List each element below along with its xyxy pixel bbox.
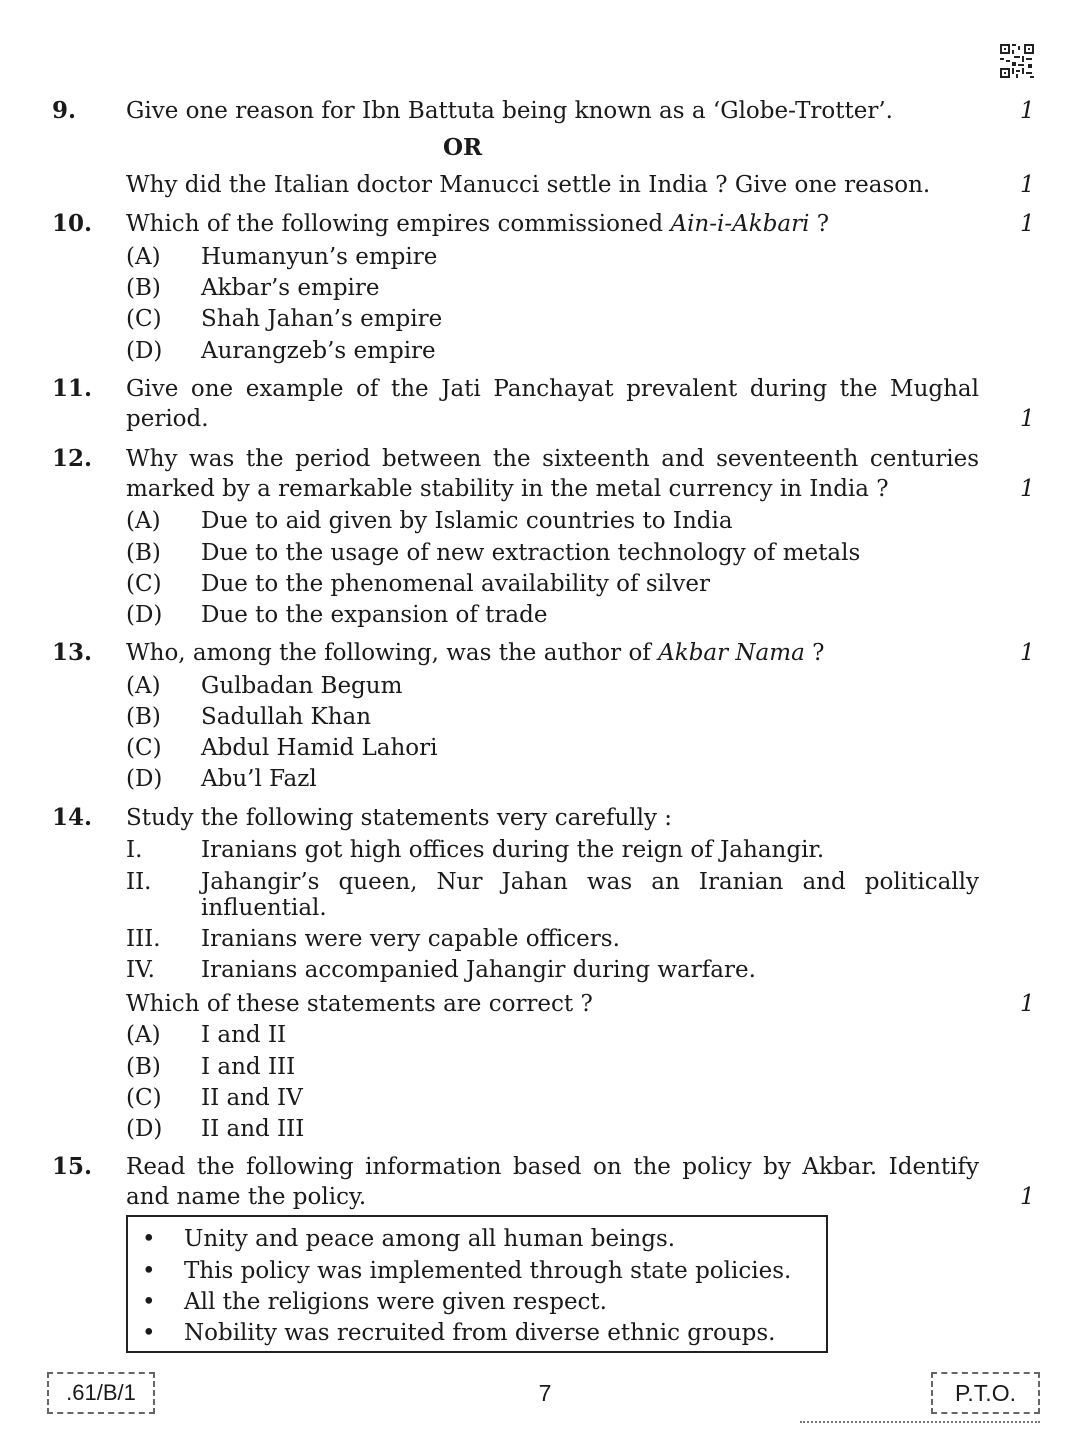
policy-info-box [126,1215,828,1353]
question-text-part: ? [809,211,830,237]
question-text: Why was the period between the sixteenth and seventeenth centuries marked by a remarkable stability in the metal currency in India ? [126,446,979,502]
option-text: Due to aid given by Islamic countries to India [201,508,733,534]
question-text: Study the following statements very carefully : [126,805,673,831]
marks: 1 [1020,476,1035,502]
option-label: (B) [126,540,161,566]
option-label: (D) [126,1116,163,1142]
question-number: 10. [52,210,93,237]
bullet-text: This policy was implemented through state policies. [184,1258,792,1284]
bullet-text: Unity and peace among all human beings. [184,1226,676,1252]
book-title: Ain-i-Akbari [670,211,810,237]
question-number: 12. [52,445,93,472]
option-label: (D) [126,338,163,364]
question-text-part: Who, among the following, was the author of [126,640,659,666]
option-text: Humanyun’s empire [201,244,438,270]
option-label: (B) [126,704,161,730]
option-text: Gulbadan Begum [201,673,403,699]
question-text: Why did the Italian doctor Manucci settle in India ? Give one reason. [126,172,931,198]
option-text: Shah Jahan’s empire [201,306,443,332]
list-item [142,1224,675,1254]
option-text: Sadullah Khan [201,704,372,730]
list-item [142,1256,791,1286]
bullet-text: Nobility was recruited from diverse ethnic groups. [184,1320,776,1346]
question-text: Give one example of the Jati Panchayat prevalent during the Mughal period. [126,376,979,432]
statement-text: Jahangir’s queen, Nur Jahan was an Iranian and politically influential. [201,869,979,921]
option-text: Aurangzeb’s empire [201,338,436,364]
option-label: (A) [126,673,161,699]
question-text-part: Which of the following empires commissioned [126,211,671,237]
option-label: (D) [126,602,163,628]
question-number: 9. [52,97,77,124]
option-label: (B) [126,1054,161,1080]
statement-label: I. [126,837,143,863]
marks: 1 [1020,1184,1035,1210]
bullet-text: All the religions were given respect. [184,1289,607,1315]
option-text: Akbar’s empire [201,275,380,301]
bullet-icon: • [142,1320,156,1346]
qr-code-icon [1000,44,1034,78]
book-title: Akbar Nama [658,640,805,666]
option-text: I and III [201,1054,296,1080]
marks: 1 [1020,991,1035,1017]
question-prompt: Which of these statements are correct ? [126,991,593,1017]
option-text: Due to the usage of new extraction technology of metals [201,540,861,566]
statement-label: II. [126,869,152,895]
option-text: Due to the expansion of trade [201,602,548,628]
statement-text: Iranians accompanied Jahangir during warfare. [201,957,756,983]
marks: 1 [1020,406,1035,432]
question-text: Give one reason for Ibn Battuta being known as a ‘Globe-Trotter’. [126,98,893,124]
option-label: (C) [126,1085,162,1111]
question-number: 15. [52,1153,93,1180]
marks: 1 [1020,172,1035,198]
option-label: (C) [126,571,162,597]
option-label: (A) [126,508,161,534]
bullet-icon: • [142,1289,156,1315]
option-label: (A) [126,244,161,270]
bullet-icon: • [142,1226,156,1252]
statement-text: Iranians were very capable officers. [201,926,620,952]
option-text: Due to the phenomenal availability of silver [201,571,710,597]
option-label: (C) [126,735,162,761]
option-text: Abu’l Fazl [201,766,317,792]
question-number: 11. [52,375,93,402]
marks: 1 [1020,640,1035,666]
option-label: (C) [126,306,162,332]
question-text [126,638,979,668]
list-item [142,1287,607,1317]
marks: 1 [1020,211,1035,237]
option-label: (B) [126,275,161,301]
option-text: II and IV [201,1085,303,1111]
question-text-part: ? [804,640,825,666]
footer-divider [800,1421,1040,1423]
option-text: Abdul Hamid Lahori [201,735,438,761]
statement-text: Iranians got high offices during the reign of Jahangir. [201,837,825,863]
page-number: 7 [538,1380,552,1406]
bullet-icon: • [142,1258,156,1284]
paper-code: .61/B/1 [47,1372,155,1414]
option-label: (A) [126,1022,161,1048]
question-number: 13. [52,639,93,666]
question-number: 14. [52,804,93,831]
statement-label: III. [126,926,161,952]
question-text: Read the following information based on the policy by Akbar. Identify and name the policy. [126,1154,979,1210]
pto-label: P.T.O. [931,1372,1040,1414]
option-label: (D) [126,766,163,792]
statement-label: IV. [126,957,155,983]
question-text [126,209,979,239]
or-label: OR [443,134,483,161]
marks: 1 [1020,98,1035,124]
option-text: II and III [201,1116,305,1142]
option-text: I and II [201,1022,287,1048]
list-item [142,1318,776,1348]
